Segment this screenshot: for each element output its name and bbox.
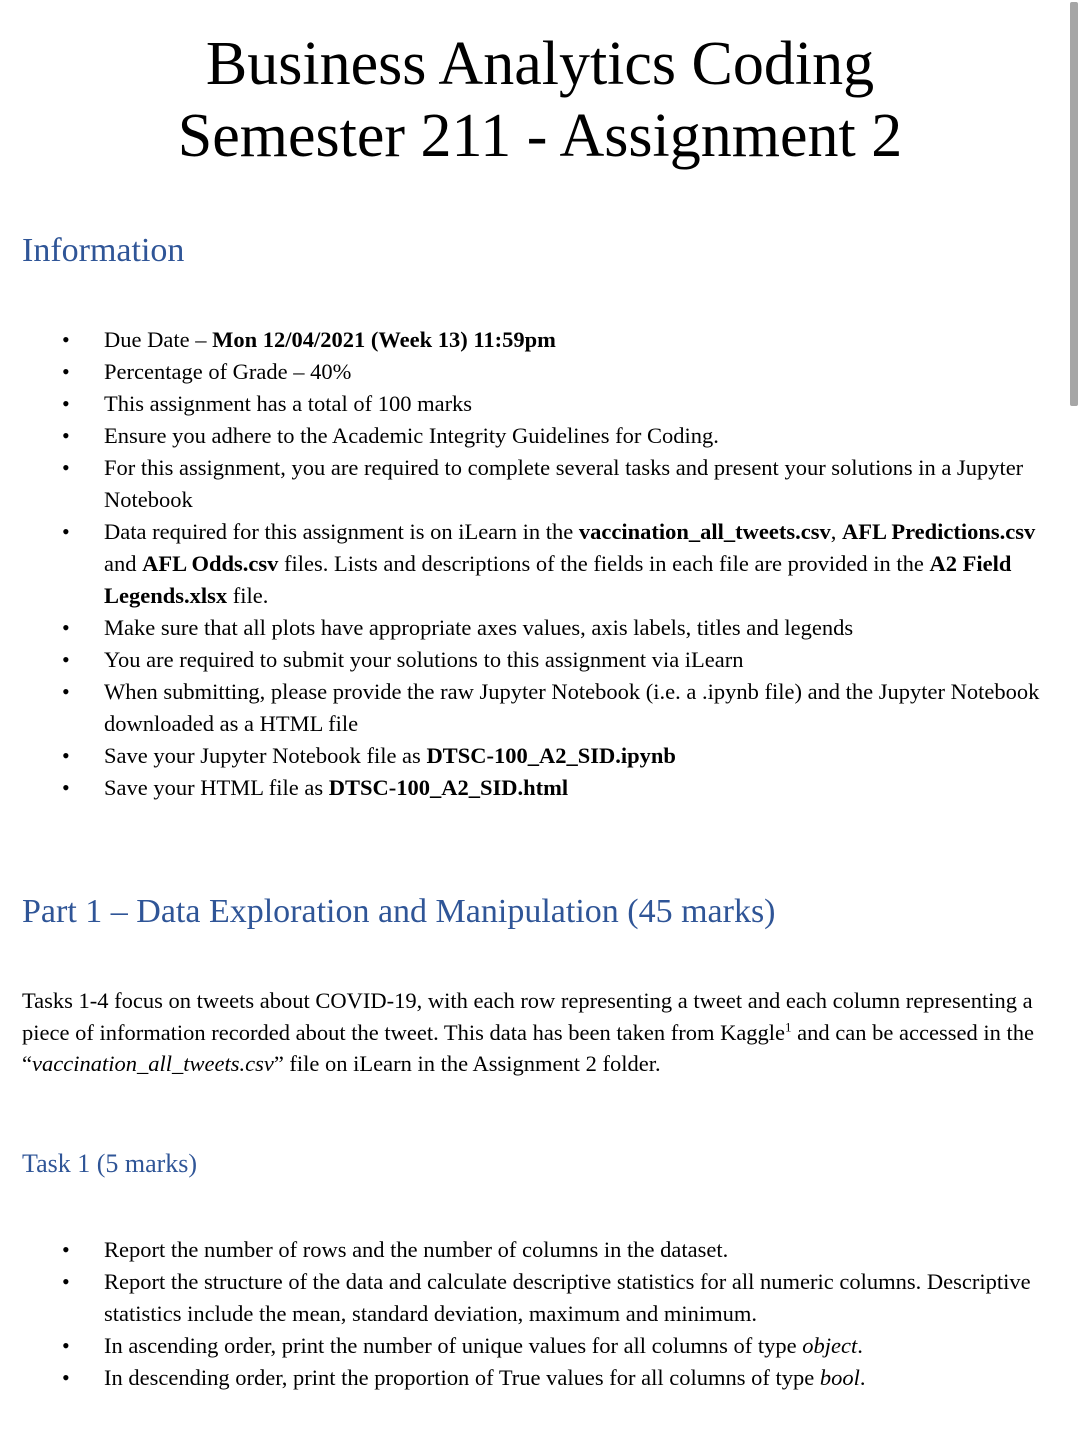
document-title-line-1: Business Analytics Coding — [205, 30, 875, 98]
task1-list — [0, 1234, 1060, 1394]
list-item: • In ascending order, print the number of unique values for all columns of type object. — [0, 1330, 1060, 1362]
part1-heading: Part 1 – Data Exploration and Manipulation (45 marks) — [22, 893, 776, 930]
task1-heading: Task 1 (5 marks) — [22, 1149, 198, 1178]
footnote-marker: 1 — [785, 1019, 792, 1034]
document-title-line-2: Semester 211 - Assignment 2 — [177, 102, 903, 170]
list-item: • Save your HTML file as DTSC-100_A2_SID.html — [0, 772, 1060, 804]
list-item: • Save your Jupyter Notebook file as DTSC-100_A2_SID.ipynb — [0, 740, 1060, 772]
part1-intro-paragraph: Tasks 1-4 focus on tweets about COVID-19, with each row representing a tweet and each column representing a piece of information recorded about the tweet. This data has been taken from Kaggle$^1$ and can be accessed in the “vaccination_all_tweets.csv” file on iLearn in the Assignment 2 folder. — [22, 988, 1034, 1076]
list-item: • Ensure you adhere to the Academic Integrity Guidelines for Coding. — [0, 420, 1060, 452]
information-heading: Information — [22, 232, 185, 269]
list-item: • When submitting, please provide the raw Jupyter Notebook (i.e. a .ipynb file) and the Jupyter Notebook downloaded as a HTML file — [0, 676, 1060, 740]
list-item: • Report the number of rows and the number of columns in the dataset. — [0, 1234, 1060, 1266]
list-item: • For this assignment, you are required to complete several tasks and present your solutions in a Jupyter Notebook — [0, 452, 1060, 516]
list-item: • Data required for this assignment is on iLearn in the vaccination_all_tweets.csv, AFL Predictions.csv and AFL Odds.csv files. Lists and descriptions of the fields in each file are provided in the A2 Field Legends.xlsx file. — [0, 516, 1060, 612]
list-item: • Percentage of Grade – 40% — [0, 356, 1060, 388]
list-item: • Report the structure of the data and calculate descriptive statistics for all numeric columns. Descriptive statistics include the mean, standard deviation, maximum and minimum. — [0, 1266, 1060, 1330]
list-item: • In descending order, print the proportion of True values for all columns of type bool. — [0, 1362, 1060, 1394]
list-item: • Due Date – Mon 12/04/2021 (Week 13) 11:59pm — [0, 324, 1060, 356]
list-item: • You are required to submit your solutions to this assignment via iLearn — [0, 644, 1060, 676]
scrollbar-thumb[interactable] — [1070, 2, 1078, 406]
vertical-scrollbar[interactable] — [1068, 0, 1080, 1452]
list-item: • This assignment has a total of 100 marks — [0, 388, 1060, 420]
document-title — [0, 28, 1080, 172]
information-list — [0, 324, 1060, 804]
list-item: • Make sure that all plots have appropriate axes values, axis labels, titles and legends — [0, 612, 1060, 644]
